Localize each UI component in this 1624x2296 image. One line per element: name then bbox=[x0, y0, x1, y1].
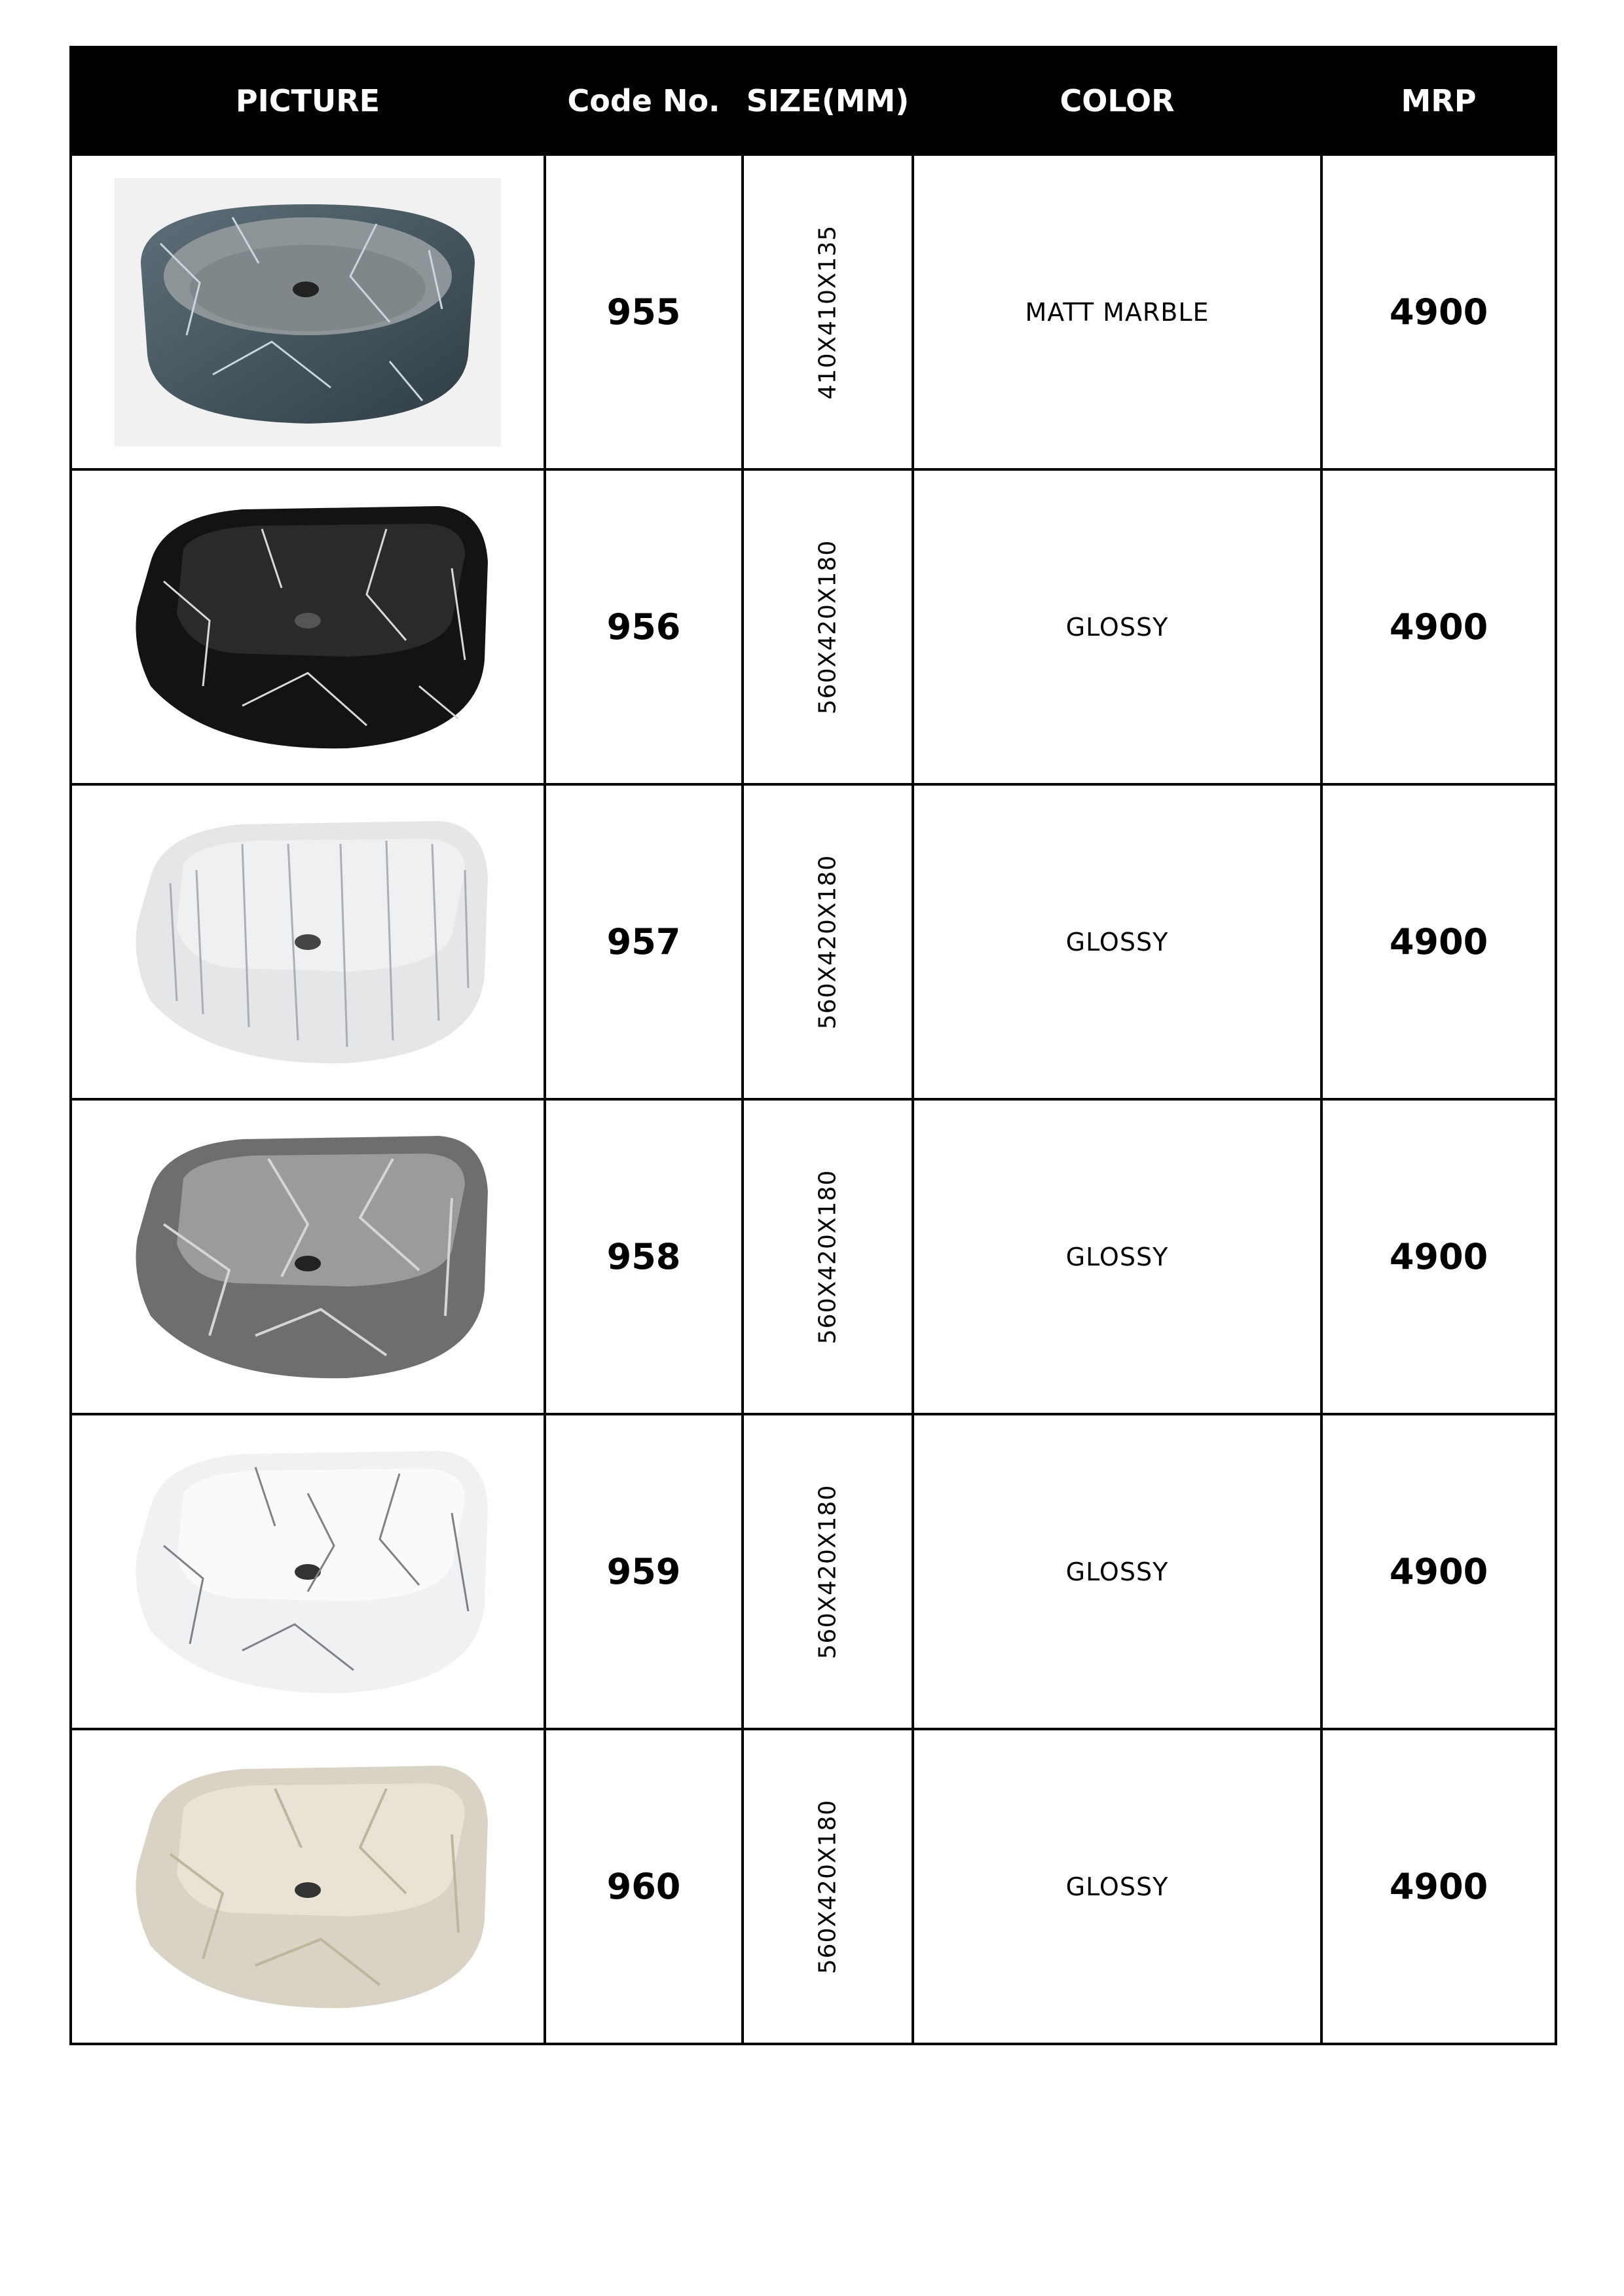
color-cell: GLOSSY bbox=[913, 1414, 1321, 1729]
size-cell bbox=[743, 1414, 913, 1729]
size-cell bbox=[743, 1729, 913, 2044]
color-cell: MATT MARBLE bbox=[913, 155, 1321, 469]
color-cell: GLOSSY bbox=[913, 1099, 1321, 1414]
rect-basin-grey-marble-image bbox=[111, 1120, 504, 1394]
mrp-cell: 4900 bbox=[1321, 1729, 1556, 2044]
table-row bbox=[71, 469, 1556, 784]
product-price-sheet bbox=[69, 46, 1555, 2045]
header-picture: PICTURE bbox=[71, 47, 545, 155]
code-cell: 960 bbox=[545, 1729, 743, 2044]
rect-basin-white-grey-marble-image bbox=[111, 805, 504, 1080]
size-cell bbox=[743, 784, 913, 1099]
size-text: 560X420X180 bbox=[814, 1484, 841, 1659]
header-row bbox=[71, 47, 1556, 155]
size-text: 410X410X135 bbox=[814, 225, 841, 399]
table-row bbox=[71, 784, 1556, 1099]
code-cell: 955 bbox=[545, 155, 743, 469]
code-cell: 956 bbox=[545, 469, 743, 784]
code-cell: 959 bbox=[545, 1414, 743, 1729]
color-cell: GLOSSY bbox=[913, 1729, 1321, 2044]
size-cell bbox=[743, 469, 913, 784]
header-color: COLOR bbox=[913, 47, 1321, 155]
size-cell bbox=[743, 1099, 913, 1414]
picture-cell bbox=[71, 784, 545, 1099]
code-cell: 958 bbox=[545, 1099, 743, 1414]
table-row bbox=[71, 155, 1556, 469]
mrp-cell: 4900 bbox=[1321, 155, 1556, 469]
size-text: 560X420X180 bbox=[814, 1169, 841, 1344]
table-row bbox=[71, 1414, 1556, 1729]
header-mrp: MRP bbox=[1321, 47, 1556, 155]
mrp-cell: 4900 bbox=[1321, 469, 1556, 784]
table-row bbox=[71, 1099, 1556, 1414]
rect-basin-white-marble-image bbox=[111, 1434, 504, 1709]
color-cell: GLOSSY bbox=[913, 784, 1321, 1099]
table-row bbox=[71, 1729, 1556, 2044]
picture-cell bbox=[71, 1729, 545, 2044]
picture-cell bbox=[71, 1414, 545, 1729]
rect-basin-black-marble-image bbox=[111, 490, 504, 765]
picture-cell bbox=[71, 469, 545, 784]
mrp-cell: 4900 bbox=[1321, 784, 1556, 1099]
rect-basin-beige-marble-image bbox=[111, 1749, 504, 2024]
mrp-cell: 4900 bbox=[1321, 1414, 1556, 1729]
mrp-cell: 4900 bbox=[1321, 1099, 1556, 1414]
size-text: 560X420X180 bbox=[814, 1799, 841, 1974]
color-cell: GLOSSY bbox=[913, 469, 1321, 784]
product-table bbox=[69, 46, 1557, 2045]
size-text: 560X420X180 bbox=[814, 539, 841, 714]
header-size: SIZE(MM) bbox=[743, 47, 913, 155]
size-cell bbox=[743, 155, 913, 469]
round-basin-grey-marble-image bbox=[115, 178, 501, 446]
size-text: 560X420X180 bbox=[814, 854, 841, 1029]
code-cell: 957 bbox=[545, 784, 743, 1099]
picture-cell bbox=[71, 155, 545, 469]
picture-cell bbox=[71, 1099, 545, 1414]
header-code: Code No. bbox=[545, 47, 743, 155]
